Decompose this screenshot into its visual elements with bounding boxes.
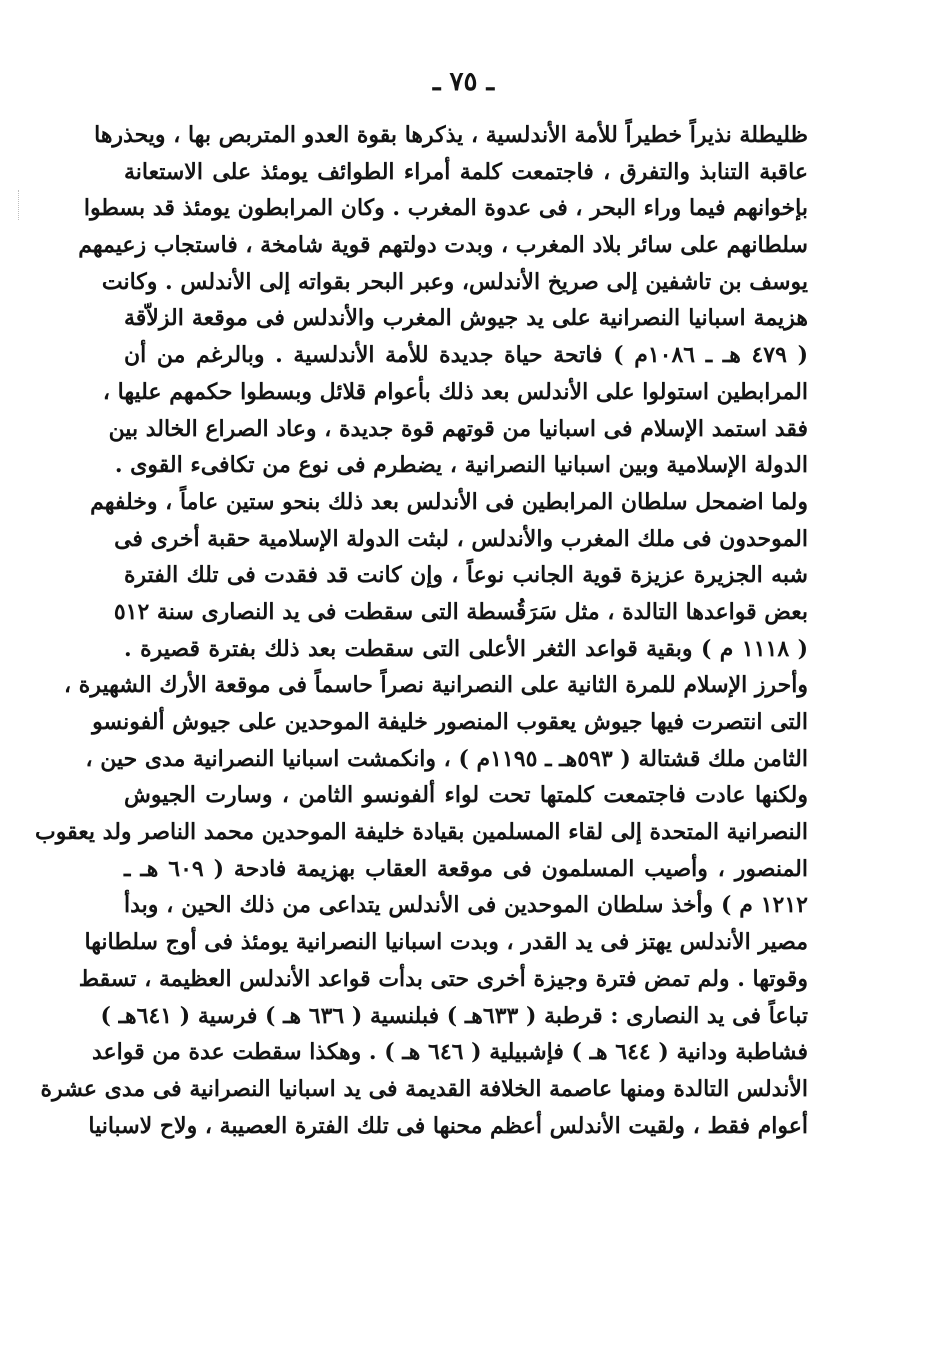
- text-line: المنصور ، وأصيب المسلمون فى موقعة العقاب بهزيمة فادحة ( ٦٠٩ هـ ـ: [124, 855, 808, 882]
- text-line: الموحدون فى ملك المغرب والأندلس ، لبثت الدولة الإسلامية حقبة أخرى فى: [114, 525, 808, 552]
- text-line: مصير الأندلس يهتز فى يد القدر ، وبدت اسبانيا النصرانية يومئذ فى أوج سلطانها: [84, 929, 808, 956]
- text-line: فقد استمد الإسلام فى اسبانيا من قوتهم قوة جديدة ، وعاد الصراع الخالد بين: [108, 415, 808, 442]
- text-line: ولما اضمحل سلطان المرابطين فى الأندلس بعد ذلك بنحو ستين عاماً ، وخلفهم: [90, 488, 808, 515]
- text-line: هزيمة اسبانيا النصرانية على يد جيوش المغرب والأندلس فى موقعة الزلاّقة: [124, 305, 808, 332]
- text-line: النصرانية المتحدة إلى لقاء المسلمين بقيادة خليفة الموحدين محمد الناصر ولد يعقوب: [35, 819, 808, 846]
- text-line: ١٢١٢ م ) وأخذ سلطان الموحدين فى الأندلس يتداعى من ذلك الحين ، وبدأ: [124, 892, 808, 919]
- text-line: ظليطلة نذيراً خطيراً للأمة الأندلسية ، يذكرها بقوة العدو المتربص بها ، ويحذرها: [94, 122, 808, 148]
- text-line: وقوتها . ولم تمض فترة وجيزة أخرى حتى بدأت قواعد الأندلس العظيمة ، تسقط: [78, 965, 808, 992]
- text-line: أعوام فقط ، ولقيت الأندلس أعظم محنها فى تلك الفترة العصيبة ، ولاح لاسبانيا: [88, 1112, 808, 1139]
- text-line: الدولة الإسلامية وبين اسبانيا النصرانية ، يضطرم فى نوع من تكافىء القوى .: [114, 452, 808, 479]
- text-line: يوسف بن تاشفين إلى صريخ الأندلس، وعبر البحر بقواته إلى الأندلس . وكانت: [101, 268, 808, 295]
- text-line: وأحرز الإسلام للمرة الثانية على النصرانية نصراً حاسماً فى موقعة الأرك الشهيرة ،: [64, 672, 808, 699]
- text-line: التى انتصرت فيها جيوش يعقوب المنصور خليفة الموحدين على جيوش ألفونسو: [92, 709, 808, 735]
- text-line: الثامن ملك قشتالة ( ٥٩٣هـ ـ ١١٩٥م ) ، وانكمشت اسبانيا النصرانية مدى حين ،: [85, 745, 808, 772]
- body-text: [35, 117, 808, 1144]
- text-line: فشاطبة ودانية ( ٦٤٤ هـ ) فإشبيلية ( ٦٤٦ هـ ) . وهكذا سقطت عدة من قواعد: [91, 1039, 808, 1066]
- text-line: ( ٤٧٩ هـ ـ ١٠٨٦م ) فاتحة حياة جديدة للأمة الأندلسية . وبالرغم من أن: [124, 342, 808, 369]
- text-line: المرابطين استولوا على الأندلس بعد ذلك بأعوام قلائل وبسطوا حكمهم عليها ،: [102, 378, 808, 405]
- text-line: ( ١١١٨ م ) وبقية قواعد الثغر الأعلى التى سقطت بعد ذلك بفترة قصيرة .: [124, 635, 808, 662]
- page-number: ـ ٧٥ ـ: [432, 67, 495, 97]
- text-line: شبه الجزيرة عزيزة قوية الجانب نوعاً ، وإن كانت قد فقدت فى تلك الفترة: [124, 562, 808, 589]
- text-line: بإخوانهم فيما وراء البحر ، فى عدوة المغرب . وكان المرابطون يومئذ قد بسطوا: [83, 195, 808, 222]
- text-line: بعض قواعدها التالدة ، مثل سَرَقُسطة التى سقطت فى يد النصارى سنة ٥١٢: [113, 598, 808, 625]
- text-line: تباعاً فى يد النصارى : قرطبة ( ٦٣٣هـ ) فبلنسية ( ٦٣٦ هـ ) فرسية ( ٦٤١هـ ): [100, 1002, 808, 1029]
- text-line: سلطانهم على سائر بلاد المغرب ، وبدت دولتهم قوية شامخة ، فاستجاب زعيمهم: [78, 232, 808, 259]
- text-line: عاقبة التنابذ والتفرق ، فاجتمعت كلمة أمراء الطوائف يومئذ على الاستعانة: [124, 158, 808, 185]
- margin-mark: [18, 190, 21, 220]
- text-line: ولكنها عادت فاجتمعت كلمتها تحت لواء ألفونسو الثامن ، وسارت الجيوش: [124, 782, 808, 809]
- text-line: الأندلس التالدة ومنها عاصمة الخلافة القديمة فى يد اسبانيا النصرانية فى مدى عشرة: [40, 1075, 808, 1102]
